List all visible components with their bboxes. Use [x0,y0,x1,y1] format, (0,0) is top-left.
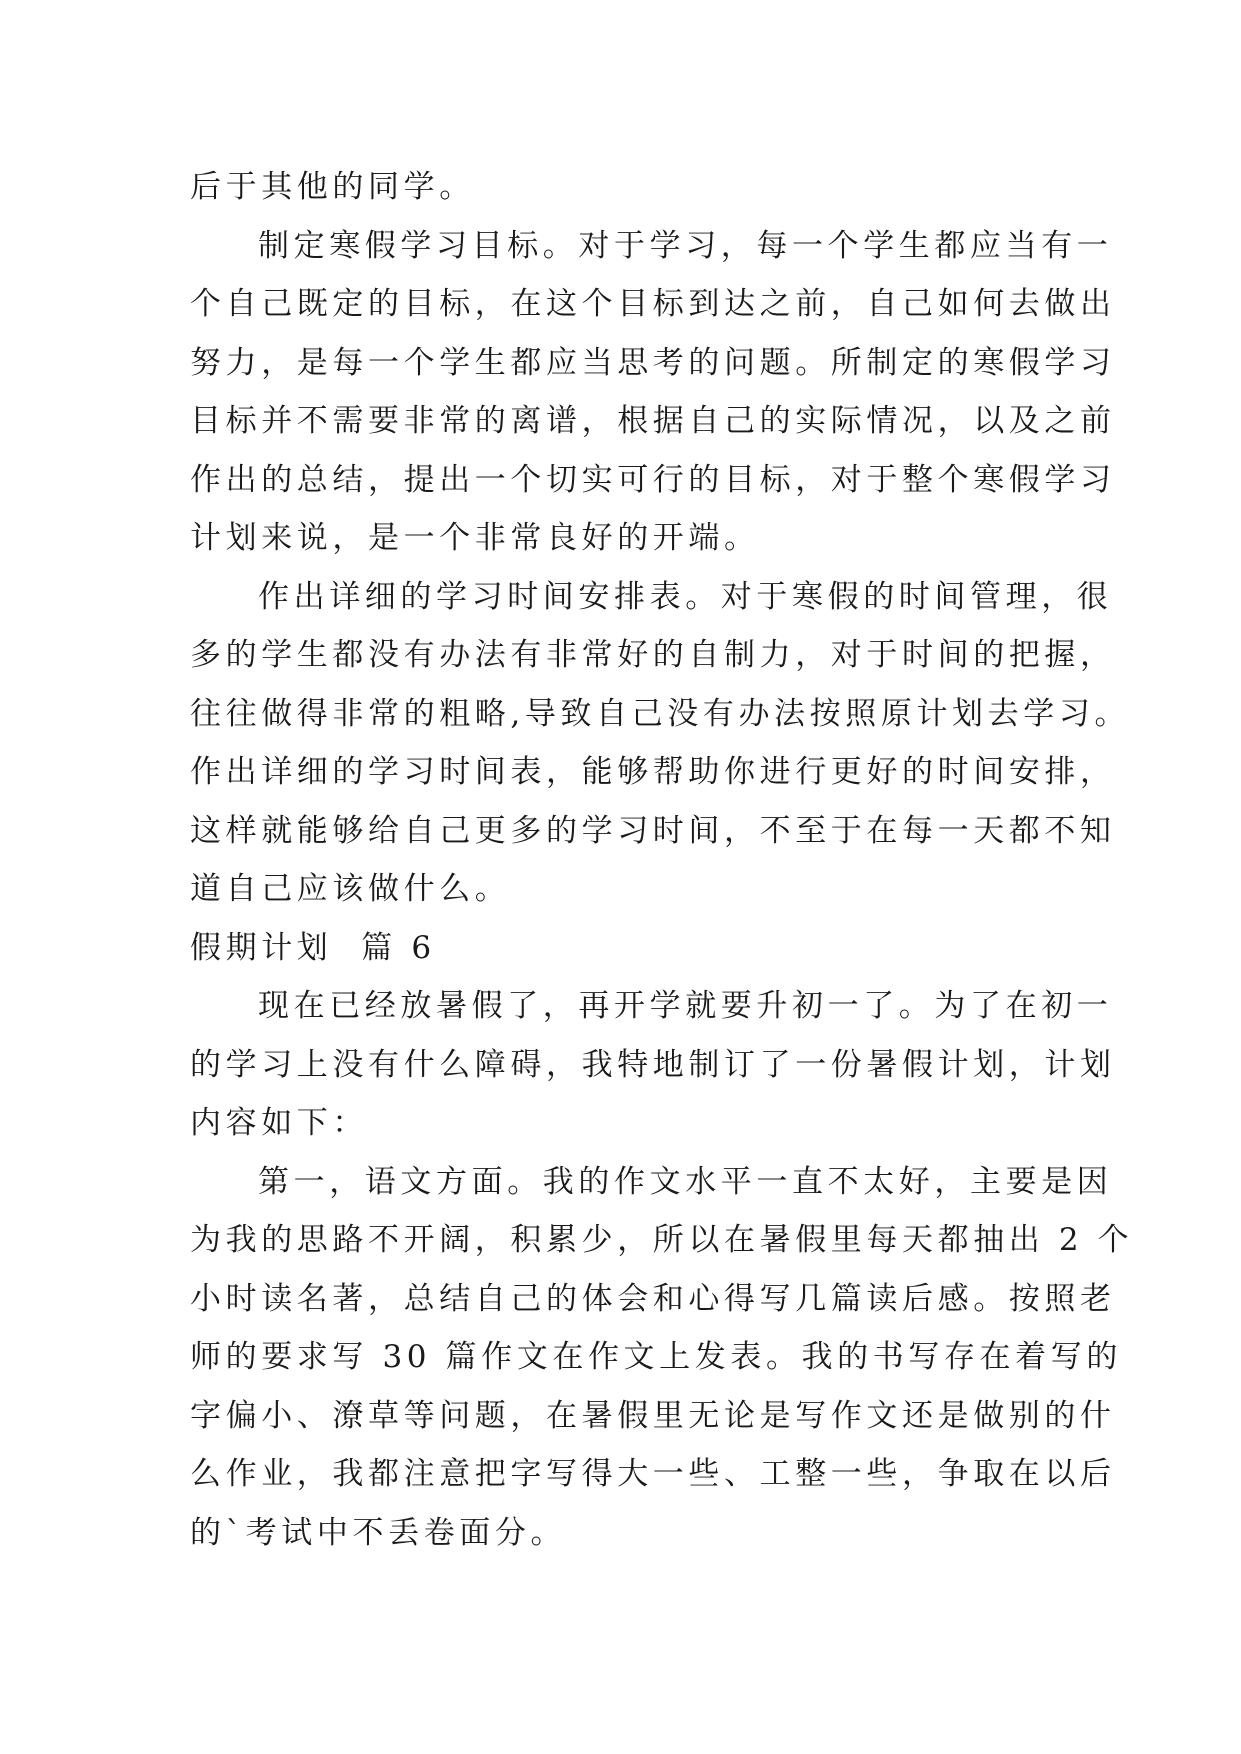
section-heading-text: 假期计划 篇 6 [190,929,436,966]
paragraph-study-goal [190,217,1116,568]
text-line: 计划来说，是一个非常良好的开端。 [190,520,760,556]
text-line: 内容如下： [190,1105,368,1141]
text-line: 个自己既定的目标，在这个目标到达之前，自己如何去做出 [190,286,1116,322]
text-line: 这样就能够给自己更多的学习时间，不至于在每一天都不知 [190,812,1116,849]
paragraph-chinese-plan [190,1153,1134,1563]
text-line: 字偏小、潦草等问题，在暑假里无论是写作文还是做别的什 [190,1397,1116,1434]
text-line: 目标并不需要非常的离谱，根据自己的实际情况，以及之前 [190,403,1116,439]
paragraph-continued [190,158,1050,217]
document-body [190,158,1134,1562]
text-line: 往往做得非常的粗略,导致自己没有办法按照原计划去学习。 [190,695,1131,732]
text-line: 为我的思路不开阔，积累少，所以在暑假里每天都抽出 2 个 [190,1222,1134,1258]
text-line: 作出详细的学习时间安排表。对于寒假的时间管理，很 [258,578,1113,615]
text-line: 的`考试中不丢卷面分。 [190,1514,567,1551]
text-line: 制定寒假学习目标。对于学习，每一个学生都应当有一 [258,227,1113,264]
text-line: 多的学生都没有办法有非常好的自制力，对于时间的把握， [190,637,1116,673]
text-line: 第一，语文方面。我的作文水平一直不太好，主要是因 [258,1163,1113,1200]
text-line: 的学习上没有什么障碍，我特地制订了一份暑假计划，计划 [190,1046,1116,1083]
text-line: 努力，是每一个学生都应当思考的问题。所制定的寒假学习 [190,344,1116,381]
text-line: 作出的总结，提出一个切实可行的目标，对于整个寒假学习 [190,461,1116,498]
text-line: 现在已经放暑假了，再开学就要升初一了。为了在初一 [258,988,1113,1024]
text-line: 师的要求写 30 篇作文在作文上发表。我的书写存在着写的 [190,1339,1122,1375]
paragraph-intro [190,977,1116,1153]
section-heading [190,919,1050,978]
text-line: 么作业，我都注意把字写得大一些、工整一些，争取在以后 [190,1456,1116,1492]
text-line: 小时读名著，总结自己的体会和心得写几篇读后感。按照老 [190,1280,1116,1317]
text-line: 后于其他的同学。 [190,169,475,205]
text-line: 道自己应该做什么。 [190,871,511,907]
paragraph-time-schedule [190,568,1131,919]
text-line: 作出详细的学习时间表，能够帮助你进行更好的时间安排， [190,754,1116,790]
